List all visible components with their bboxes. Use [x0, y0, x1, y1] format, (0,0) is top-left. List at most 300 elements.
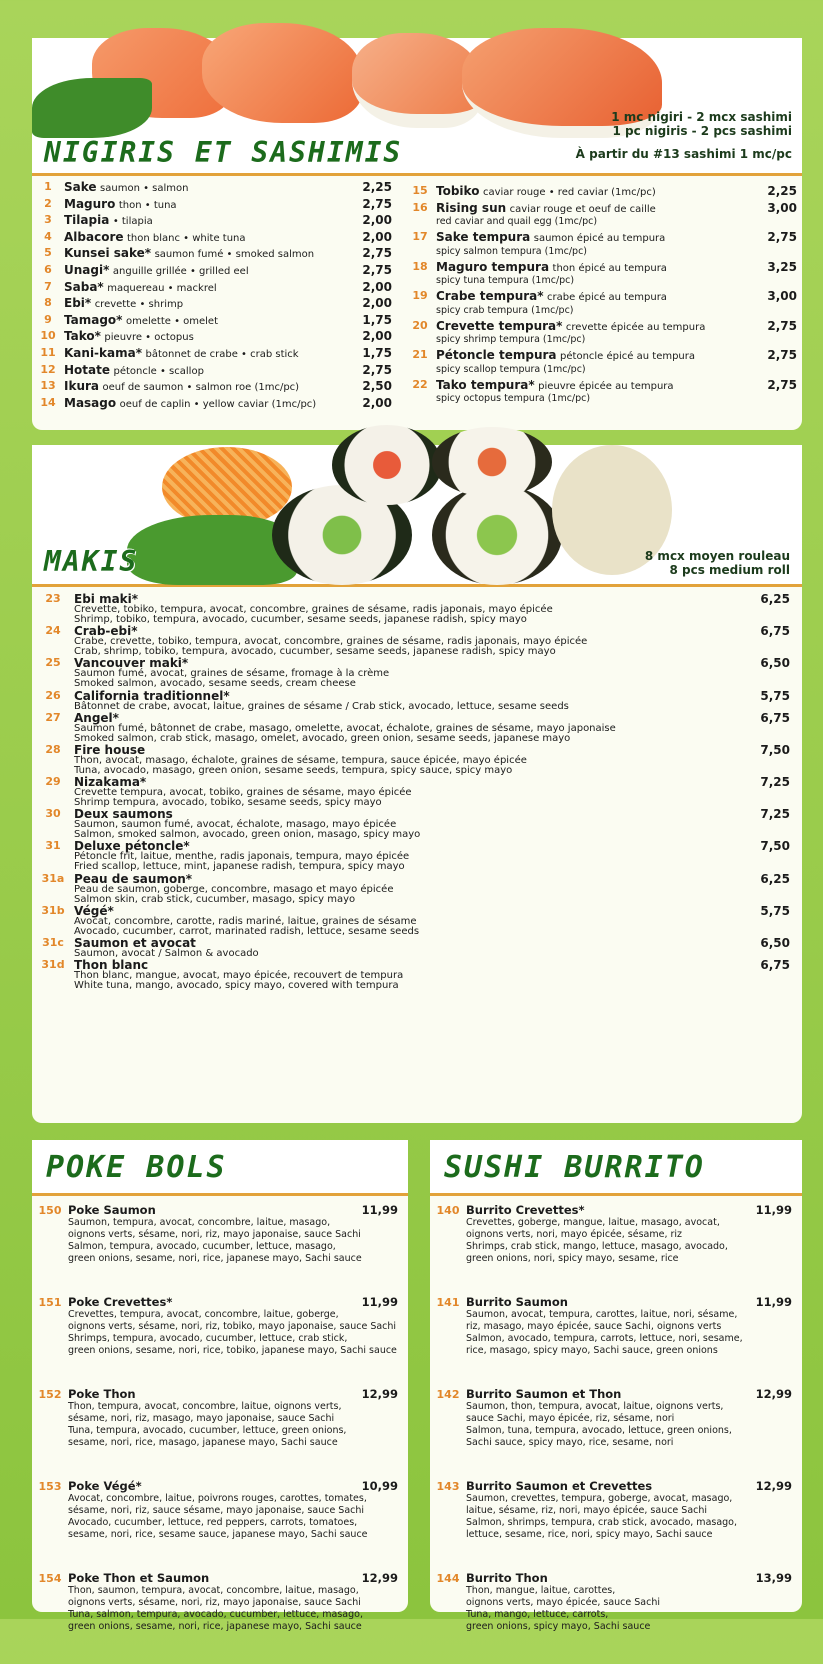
item-price: 7,25	[760, 807, 790, 822]
list-item	[32, 690, 802, 712]
item-number: 15	[412, 184, 428, 197]
item-description: pieuvre épicée au tempura	[538, 380, 674, 392]
list-item	[32, 808, 802, 840]
item-description-en: Crab, shrimp, tobiko, tempura, avocado, cucumber, sesame seeds, japanese radish, spicy mayo	[74, 646, 556, 658]
maki-title: MAKIS	[44, 545, 139, 578]
item-price: 11,99	[361, 1203, 398, 1217]
item-price: 12,99	[361, 1571, 398, 1585]
maki-hero	[32, 445, 802, 587]
item-number: 17	[412, 230, 428, 244]
item-price: 3,25	[767, 259, 797, 274]
item-price: 2,75	[767, 348, 797, 363]
item-number: 154	[38, 1572, 62, 1585]
item-description: saumon épicé au tempura	[533, 233, 666, 245]
list-item	[430, 1572, 802, 1664]
item-price: 11,99	[361, 1295, 398, 1309]
item-name: Saumon et avocat	[74, 935, 196, 950]
item-number: 25	[45, 656, 61, 670]
item-body	[74, 776, 740, 808]
item-price: 12,99	[755, 1479, 792, 1493]
list-item	[32, 625, 802, 657]
item-description-line: sesame, nori, rice, masago, japanese mayo, Sachi sauce	[68, 1437, 338, 1448]
item-body	[64, 197, 352, 214]
item-name: Tako*	[64, 329, 101, 344]
nigiri-note-2: 1 pc nigiris - 2 pcs sashimi	[612, 124, 792, 138]
item-price: 5,75	[760, 688, 790, 703]
lettuce-icon	[127, 515, 297, 585]
item-description: crevette épicée au tempura	[565, 321, 706, 333]
item-description-line: Avocat, concombre, laitue, poivrons rouges, carottes, tomates,	[68, 1493, 367, 1504]
list-item	[32, 346, 392, 363]
maki-list	[32, 593, 802, 991]
item-price: 2,75	[362, 262, 392, 277]
list-item	[404, 260, 797, 290]
item-body	[74, 937, 740, 959]
item-number: 23	[45, 592, 61, 605]
item-name: Poke Thon	[68, 1387, 136, 1401]
item-body	[64, 396, 352, 413]
item-number: 152	[38, 1388, 62, 1401]
item-description: oeuf de saumon • salmon roe (1mc/pc)	[102, 382, 300, 394]
item-description: • tilapia	[112, 216, 153, 228]
item-name: Masago	[64, 395, 117, 410]
item-number: 31c	[42, 935, 64, 949]
item-body	[466, 1572, 792, 1633]
item-name: Tako tempura*	[436, 377, 535, 392]
item-number: 28	[45, 742, 61, 756]
item-description-fr: Avocat, concombre, carotte, radis mariné, laitue, graines de sésame	[74, 915, 417, 927]
item-number: 3	[44, 213, 52, 227]
list-item	[32, 959, 802, 991]
item-description-line: green onions, spicy mayo, Sachi sauce	[466, 1621, 651, 1632]
item-number: 24	[45, 624, 61, 638]
item-body	[436, 378, 757, 405]
list-item	[32, 379, 392, 396]
item-name: Burrito Crevettes*	[466, 1203, 585, 1217]
item-description-line: oignons verts, sésame, nori, riz, mayo japonaise, sauce Sachi	[68, 1597, 361, 1608]
item-description: pétoncle • scallop	[113, 365, 204, 377]
item-body	[74, 657, 740, 689]
item-description-fr: Bâtonnet de crabe, avocat, laitue, graines de sésame / Crab stick, avocado, lettuce, sesame seeds	[74, 700, 569, 712]
list-item	[404, 184, 797, 201]
item-description: saumon fumé • smoked salmon	[154, 249, 315, 261]
item-price: 2,75	[767, 230, 797, 245]
item-body	[74, 690, 740, 712]
item-description-fr: Saumon fumé, avocat, graines de sésame, fromage à la crème	[74, 668, 390, 680]
item-subdescription: spicy salmon tempura (1mc/pc)	[436, 245, 588, 257]
item-body	[466, 1204, 792, 1265]
item-description-en: Smoked salmon, avocado, sesame seeds, cream cheese	[74, 678, 356, 690]
item-body	[68, 1204, 398, 1265]
nigiri-note-1: 1 mc nigiri - 2 mcx sashimi	[611, 110, 792, 124]
item-price: 2,25	[362, 180, 392, 194]
list-item	[32, 744, 802, 776]
item-name: Burrito Saumon	[466, 1295, 568, 1309]
item-description-en: Avocado, cucumber, carrot, marinated radish, lettuce, sesame seeds	[74, 925, 420, 937]
burrito-header	[430, 1140, 802, 1196]
item-description-line: Thon, tempura, avocat, concombre, laitue, oignons verts,	[68, 1401, 342, 1412]
item-body	[436, 201, 757, 228]
item-price: 3,00	[767, 289, 797, 304]
item-body	[436, 319, 757, 346]
item-description-line: riz, masago, mayo épicée, sauce Sachi, oignons verts	[466, 1321, 722, 1332]
item-price: 2,75	[362, 196, 392, 211]
item-name: Crab-ebi*	[74, 624, 138, 639]
item-description: maquereau • mackrel	[107, 282, 217, 294]
item-description-fr: Saumon, saumon fumé, avocat, échalote, masago, mayo épicée	[74, 819, 397, 831]
item-description: thon blanc • white tuna	[127, 232, 246, 244]
item-number: 144	[436, 1572, 460, 1585]
item-price: 6,25	[760, 592, 790, 606]
item-number: 31b	[41, 903, 65, 917]
poke-title: POKE BOLS	[46, 1150, 227, 1185]
list-item	[32, 657, 802, 689]
item-name: Ikura	[64, 379, 100, 394]
item-header	[68, 1296, 398, 1309]
item-name: Végé*	[74, 903, 114, 918]
item-body	[466, 1296, 792, 1357]
item-number: 19	[412, 289, 428, 303]
poke-list	[32, 1204, 408, 1664]
list-item	[32, 197, 392, 214]
item-name: Poke Végé*	[68, 1479, 142, 1493]
item-description-line: Thon, mangue, laitue, carottes,	[466, 1585, 616, 1596]
item-description-line: green onions, nori, spicy mayo, sesame, rice	[466, 1253, 679, 1264]
item-name: Crevette tempura*	[436, 318, 563, 333]
item-name: Vancouver maki*	[74, 656, 189, 671]
nigiri-panel	[32, 38, 802, 430]
item-body	[74, 959, 740, 991]
item-body	[68, 1296, 398, 1357]
item-description-line: green onions, sesame, nori, rice, japanese mayo, Sachi sauce	[68, 1621, 362, 1632]
item-subdescription: spicy shrimp tempura (1mc/pc)	[436, 334, 586, 346]
maki-roll-icon	[432, 427, 552, 497]
item-body	[64, 346, 352, 363]
item-price: 6,50	[760, 656, 790, 671]
item-price: 7,50	[760, 742, 790, 757]
item-name: Poke Thon et Saumon	[68, 1571, 210, 1585]
list-item	[32, 1388, 408, 1480]
list-item	[32, 905, 802, 937]
item-name: Peau de saumon*	[74, 871, 193, 886]
nigiri-hero	[32, 38, 802, 176]
list-item	[32, 873, 802, 905]
item-body	[74, 593, 740, 625]
item-body	[64, 230, 352, 247]
list-item	[404, 201, 797, 231]
item-header	[466, 1388, 792, 1401]
list-item	[32, 313, 392, 330]
item-description-fr: Crevette, tobiko, tempura, avocat, concombre, graines de sésame, radis japonais, mayo épicée	[74, 604, 553, 615]
item-name: Tamago*	[64, 312, 123, 327]
list-item	[32, 230, 392, 247]
item-subdescription: spicy crab tempura (1mc/pc)	[436, 304, 574, 316]
item-description-fr: Peau de saumon, goberge, concombre, masago et mayo épicée	[74, 883, 394, 895]
item-header	[68, 1480, 398, 1493]
burrito-list	[430, 1204, 802, 1664]
item-header	[466, 1480, 792, 1493]
item-price: 1,75	[362, 312, 392, 327]
item-description-line: Saumon, tempura, avocat, concombre, laitue, masago,	[68, 1217, 331, 1228]
item-number: 2	[44, 196, 52, 210]
item-name: Ebi*	[64, 296, 92, 311]
item-header	[68, 1204, 398, 1217]
item-description-line: Saumon, thon, tempura, avocat, laitue, oignons verts,	[466, 1401, 724, 1412]
item-name: Burrito Thon	[466, 1571, 548, 1585]
item-description-line: Sachi sauce, spicy mayo, rice, sesame, nori	[466, 1437, 674, 1448]
item-header	[466, 1296, 792, 1309]
item-body	[64, 180, 352, 197]
item-header	[68, 1388, 398, 1401]
item-name: California traditionnel*	[74, 688, 230, 703]
item-header	[466, 1572, 792, 1585]
maki-roll-icon	[332, 425, 442, 505]
item-description-line: Shrimps, tempura, avocado, cucumber, lettuce, crab stick,	[68, 1333, 348, 1344]
item-name: Tobiko	[436, 184, 480, 198]
item-name: Nizakama*	[74, 774, 147, 789]
item-body	[68, 1572, 398, 1633]
item-number: 141	[436, 1296, 460, 1309]
item-body	[436, 289, 757, 316]
item-number: 26	[45, 688, 61, 702]
item-description-fr: Saumon, avocat / Salmon & avocado	[74, 947, 259, 959]
item-price: 6,75	[760, 957, 790, 972]
maki-roll-icon	[432, 485, 562, 585]
item-name: Poke Saumon	[68, 1203, 156, 1217]
item-body	[436, 184, 757, 201]
item-name: Maguro tempura	[436, 259, 550, 274]
item-name: Kunsei sake*	[64, 246, 152, 261]
item-price: 2,25	[767, 184, 797, 198]
item-description-line: Thon, saumon, tempura, avocat, concombre, laitue, masago,	[68, 1585, 359, 1596]
item-description-line: Shrimps, crab stick, mango, lettuce, masago, avocado,	[466, 1241, 728, 1252]
item-description-line: sesame, nori, rice, sesame sauce, japanese mayo, Sachi sauce	[68, 1529, 368, 1540]
list-item	[404, 348, 797, 378]
item-description-line: Saumon, crevettes, tempura, goberge, avocat, masago,	[466, 1493, 733, 1504]
maki-note-2: 8 pcs medium roll	[669, 563, 790, 577]
item-number: 18	[412, 259, 428, 273]
maki-note-1: 8 mcx moyen rouleau	[644, 549, 790, 563]
item-number: 11	[40, 345, 56, 359]
item-description-line: sésame, nori, riz, sauce sésame, mayo japonaise, sauce Sachi	[68, 1505, 365, 1516]
maki-notes	[645, 549, 790, 577]
item-body	[466, 1480, 792, 1541]
item-name: Sake	[64, 180, 97, 194]
item-subdescription: spicy scallop tempura (1mc/pc)	[436, 363, 586, 375]
item-price: 2,00	[362, 329, 392, 344]
item-body	[74, 808, 740, 840]
item-description-line: Tuna, salmon, tempura, avocado, cucumber, lettuce, masago,	[68, 1609, 363, 1620]
item-name: Deux saumons	[74, 807, 173, 822]
item-price: 12,99	[755, 1387, 792, 1401]
item-price: 6,25	[760, 871, 790, 886]
item-description-line: oignons verts, sésame, nori, riz, mayo japonaise, sauce Sachi	[68, 1229, 361, 1240]
nigiri-title: NIGIRIS ET SASHIMIS	[44, 136, 403, 169]
burrito-title: SUSHI BURRITO	[444, 1150, 705, 1185]
item-description: thon • tuna	[118, 199, 177, 211]
list-item	[32, 776, 802, 808]
list-item	[404, 378, 797, 408]
item-body	[74, 840, 740, 872]
item-price: 11,99	[755, 1203, 792, 1217]
nigiri-list-left	[32, 180, 392, 412]
item-number: 153	[38, 1480, 62, 1493]
list-item	[32, 263, 392, 280]
item-body	[74, 625, 740, 657]
item-description: pétoncle épicé au tempura	[560, 351, 696, 363]
item-body	[74, 873, 740, 905]
list-item	[430, 1388, 802, 1480]
item-name: Sake tempura	[436, 230, 531, 245]
item-number: 7	[44, 279, 52, 293]
item-name: Saba*	[64, 279, 104, 294]
item-body	[74, 905, 740, 937]
item-name: Fire house	[74, 742, 146, 757]
item-number: 20	[412, 318, 428, 332]
item-body	[64, 379, 352, 396]
list-item	[32, 1204, 408, 1296]
item-description: crabe épicé au tempura	[547, 292, 667, 304]
item-name: Burrito Saumon et Thon	[466, 1387, 622, 1401]
list-item	[32, 1572, 408, 1664]
item-body	[64, 280, 352, 297]
item-price: 2,00	[362, 229, 392, 244]
item-description: crevette • shrimp	[94, 299, 184, 311]
item-description: oeuf de caplin • yellow caviar (1mc/pc)	[119, 398, 317, 410]
item-description: anguille grillée • grilled eel	[112, 265, 249, 277]
item-header	[466, 1204, 792, 1217]
item-price: 2,75	[767, 377, 797, 392]
item-name: Pétoncle tempura	[436, 348, 557, 363]
item-price: 2,50	[362, 379, 392, 394]
list-item	[32, 1296, 408, 1388]
item-body	[64, 213, 352, 230]
nigiri-list-right	[404, 184, 797, 407]
item-price: 2,00	[362, 213, 392, 228]
item-body	[436, 260, 757, 287]
leaf-icon	[32, 78, 152, 138]
item-description-line: sauce Sachi, mayo épicée, riz, sésame, nori	[466, 1413, 675, 1424]
item-number: 22	[412, 377, 428, 391]
item-name: Poke Crevettes*	[68, 1295, 173, 1309]
item-price: 13,99	[755, 1571, 792, 1585]
item-number: 1	[44, 180, 52, 193]
item-price: 2,75	[767, 318, 797, 333]
item-description-line: Salmon, shrimps, tempura, crab stick, avocado, masago,	[466, 1517, 738, 1528]
item-number: 14	[40, 395, 56, 409]
item-description-en: Smoked salmon, crab stick, masago, omelet, avocado, green onion, sesame seeds, japanese mayo	[74, 732, 571, 744]
item-description-en: Shrimp tempura, avocado, tobiko, sesame seeds, spicy mayo	[74, 796, 382, 808]
item-description-line: Salmon, tempura, avocado, cucumber, lettuce, masago,	[68, 1241, 336, 1252]
item-body	[64, 246, 352, 263]
item-description-en: Tuna, avocado, masago, green onion, sesame seeds, tempura, spicy sauce, spicy mayo	[74, 764, 513, 776]
list-item	[32, 180, 392, 197]
item-name: Ebi maki*	[74, 592, 139, 606]
item-number: 27	[45, 710, 61, 724]
item-price: 6,75	[760, 710, 790, 725]
item-number: 21	[412, 348, 428, 362]
item-body	[436, 348, 757, 375]
poke-panel	[32, 1140, 408, 1632]
item-description-fr: Crabe, crevette, tobiko, tempura, avocat, concombre, graines de sésame, radis japonais, mayo épicée	[74, 636, 588, 648]
list-item	[32, 329, 392, 346]
item-description-fr: Pétoncle frit, laitue, menthe, radis japonais, tempura, mayo épicée	[74, 851, 410, 863]
item-number: 6	[44, 262, 52, 276]
item-price: 2,00	[362, 296, 392, 311]
item-body	[64, 313, 352, 330]
item-name: Hotate	[64, 362, 110, 377]
item-number: 31d	[41, 957, 65, 971]
item-name: Angel*	[74, 710, 119, 725]
item-description-line: Tuna, mango, lettuce, carrots,	[466, 1609, 609, 1620]
item-description-fr: Saumon fumé, bâtonnet de crabe, masago, omelette, avocat, échalote, graines de sésame, mayo japonaise	[74, 722, 616, 734]
item-description: caviar rouge • red caviar (1mc/pc)	[482, 187, 656, 198]
item-header	[68, 1572, 398, 1585]
item-description-en: Salmon, smoked salmon, avocado, green onion, masago, spicy mayo	[74, 829, 421, 841]
item-name: Deluxe pétoncle*	[74, 839, 190, 854]
item-price: 7,25	[760, 774, 790, 789]
item-body	[74, 744, 740, 776]
item-price: 6,50	[760, 935, 790, 950]
item-description-fr: Thon, avocat, masago, échalote, graines de sésame, tempura, sauce épicée, mayo épicée	[74, 754, 527, 766]
item-name: Tilapia	[64, 213, 110, 228]
item-price: 2,00	[362, 395, 392, 410]
list-item	[32, 1480, 408, 1572]
item-name: Unagi*	[64, 262, 110, 277]
burrito-panel	[430, 1140, 802, 1632]
item-description-line: oignons verts, nori, mayo épicée, sésame, riz	[466, 1229, 683, 1240]
item-price: 10,99	[361, 1479, 398, 1493]
item-description-en: Shrimp, tobiko, tempura, avocado, cucumber, sesame seeds, japanese radish, spicy mayo	[74, 614, 527, 625]
item-number: 10	[40, 329, 56, 343]
item-price: 6,75	[760, 624, 790, 639]
item-subdescription: red caviar and quail egg (1mc/pc)	[436, 216, 598, 228]
item-description-line: sésame, nori, riz, masago, mayo japonaise, sauce Sachi	[68, 1413, 335, 1424]
list-item	[32, 712, 802, 744]
item-number: 13	[40, 379, 56, 393]
item-number: 4	[44, 229, 52, 243]
list-item	[404, 230, 797, 260]
item-description-line: laitue, sésame, riz, nori, mayo épicée, sauce Sachi	[466, 1505, 708, 1516]
item-number: 31a	[41, 871, 65, 885]
item-description-line: Crevettes, tempura, avocat, concombre, laitue, goberge,	[68, 1309, 339, 1320]
item-description-en: Fried scallop, lettuce, mint, japanese radish, tempura, spicy mayo	[74, 861, 405, 873]
item-number: 8	[44, 296, 52, 310]
item-description-line: Saumon, avocat, tempura, carottes, laitue, nori, sésame,	[466, 1309, 738, 1320]
maki-panel	[32, 445, 802, 1123]
poke-header	[32, 1140, 408, 1196]
list-item	[32, 840, 802, 872]
item-description-line: lettuce, sesame, rice, nori, spicy mayo, Sachi sauce	[466, 1529, 713, 1540]
item-number: 30	[45, 807, 61, 821]
nigiri-notes	[576, 110, 792, 161]
item-description-fr: Crevette tempura, avocat, tobiko, graines de sésame, mayo épicée	[74, 786, 412, 798]
item-body	[64, 329, 352, 346]
item-number: 151	[38, 1296, 62, 1309]
item-price: 11,99	[755, 1295, 792, 1309]
item-body	[64, 363, 352, 380]
nigiri-note-3: À partir du #13 sashimi 1 mc/pc	[575, 147, 792, 161]
item-number: 143	[436, 1480, 460, 1493]
item-description: omelette • omelet	[125, 315, 219, 327]
item-number: 5	[44, 246, 52, 260]
item-number: 142	[436, 1388, 460, 1401]
item-description: pieuvre • octopus	[104, 332, 194, 344]
item-description-line: Salmon, avocado, tempura, carrots, lettuce, nori, sesame,	[466, 1333, 743, 1344]
list-item	[32, 937, 802, 959]
list-item	[32, 363, 392, 380]
list-item	[430, 1296, 802, 1388]
